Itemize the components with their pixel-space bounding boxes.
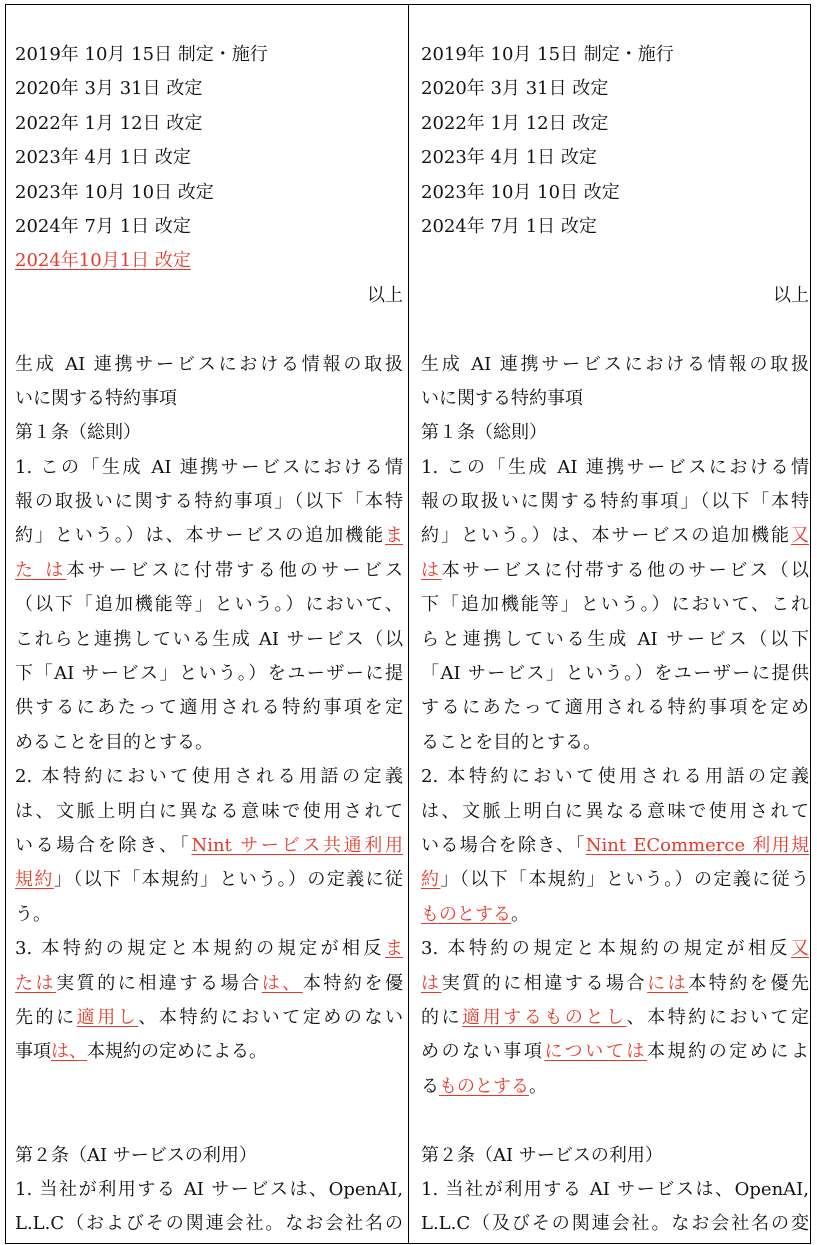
revision-mark: は: [421, 559, 442, 581]
body-line: 3. 本特約の規定と本規約の規定が相反又: [421, 938, 809, 960]
revision-mark: ま: [385, 525, 403, 547]
article-heading: 第２条（AI サービスの利用）: [15, 1144, 257, 1166]
body-line: 1. この「生成 AI 連携サービスにおける情: [421, 456, 809, 478]
body-line: らと連携している生成 AI サービス（以下: [421, 628, 809, 650]
revision-mark: Nint サービス共通利用: [191, 834, 403, 856]
revision-mark: 又: [791, 525, 809, 547]
body-line: う。: [15, 903, 51, 925]
revision-mark: 適用し: [76, 1006, 139, 1028]
revision-mark: ものとする: [439, 1075, 529, 1097]
body-line: は、文脈上明白に異なる意味で使用されて: [15, 800, 403, 822]
revision-mark: 適用するものとし: [462, 1006, 627, 1028]
history-line: 2022年 1月 12日 改定: [421, 112, 609, 134]
history-line: 2024年 7月 1日 改定: [421, 215, 597, 237]
history-line: 2020年 3月 31日 改定: [15, 78, 203, 100]
revision-mark: は、: [261, 972, 303, 994]
revision-mark: 又: [791, 938, 809, 960]
body-line: （以下「追加機能等」という。）において、: [15, 594, 403, 616]
history-line: 2023年 4月 1日 改定: [15, 147, 191, 169]
body-line: これらと連携している生成 AI サービス（以: [15, 628, 403, 650]
right-column: [421, 38, 809, 1242]
body-line: 規約」（以下「本規約」という。）の定義に従: [15, 869, 403, 891]
article-heading: 第２条（AI サービスの利用）: [421, 1144, 663, 1166]
revision-mark: た は: [15, 559, 67, 581]
body-line: するにあたって適用される特約事項を定め: [421, 697, 809, 719]
history-line: 2023年 4月 1日 改定: [421, 147, 597, 169]
comparison-table: [5, 4, 811, 1244]
body-line: は、文脈上明白に異なる意味で使用されて: [421, 800, 809, 822]
body-line: いる場合を除き、「Nint ECommerce 利用規: [421, 834, 809, 856]
body-line: たは実質的に相違する場合は、本特約を優: [15, 972, 403, 994]
body-line: 1. 当社が利用する AI サービスは、OpenAI,: [421, 1178, 809, 1200]
article-heading: 第１条（総則）: [421, 422, 547, 444]
article-heading: 第１条（総則）: [15, 422, 141, 444]
title-line: 生成 AI 連携サービスにおける情報の取扱: [15, 353, 403, 375]
body-line: 3. 本特約の規定と本規約の規定が相反ま: [15, 938, 403, 960]
history-line: 2019年 10月 15日 制定・施行: [15, 44, 268, 65]
revision-mark: には: [647, 972, 689, 994]
history-line: 2019年 10月 15日 制定・施行: [421, 44, 674, 65]
body-line: 約」（以下「本規約」という。）の定義に従う: [421, 869, 809, 891]
body-line: 供するにあたって適用される特約事項を定: [15, 697, 403, 719]
end-mark: 以上: [367, 284, 403, 306]
title-line: 生成 AI 連携サービスにおける情報の取扱: [421, 353, 809, 375]
column-divider: [408, 5, 409, 1243]
body-line: いる場合を除き、「Nint サービス共通利用: [15, 834, 403, 856]
body-line: るものとする。: [421, 1075, 547, 1097]
body-line: た は本サービスに付帯する他のサービス: [15, 559, 403, 581]
revision-mark: 約: [421, 869, 441, 891]
body-line: 下「AI サービス」という。）をユーザーに提: [15, 663, 403, 685]
history-line: 2023年 10月 10日 改定: [421, 181, 620, 203]
body-line: ることを目的とする。: [421, 731, 601, 753]
revision-mark: ものとする: [421, 903, 511, 925]
body-line: は実質的に相違する場合には本特約を優先: [421, 972, 809, 994]
title-line: いに関する特約事項: [15, 387, 177, 409]
revision-mark: たは: [15, 972, 57, 994]
history-line: 2022年 1月 12日 改定: [15, 112, 203, 134]
body-line: 約」という。）は、本サービスの追加機能ま: [15, 525, 403, 547]
body-line: L.L.C（およびその関連会社。なお会社名の: [15, 1213, 403, 1235]
body-line: めることを目的とする。: [15, 731, 213, 753]
body-line: 報の取扱いに関する特約事項」（以下「本特: [15, 491, 403, 513]
body-line: 1. 当社が利用する AI サービスは、OpenAI,: [15, 1178, 403, 1200]
history-line: 2020年 3月 31日 改定: [421, 78, 609, 100]
body-line: 報の取扱いに関する特約事項」（以下「本特: [421, 491, 809, 513]
revision-mark: については: [544, 1041, 647, 1063]
revision-mark: ま: [385, 938, 403, 960]
body-line: 1. この「生成 AI 連携サービスにおける情: [15, 456, 403, 478]
end-mark: 以上: [773, 284, 809, 306]
revision-mark: 規約: [15, 869, 54, 891]
title-line: いに関する特約事項: [421, 387, 583, 409]
body-line: 的に適用するものとし、本特約において定: [421, 1006, 809, 1028]
revision-mark: は: [421, 972, 442, 994]
body-line: 2. 本特約において使用される用語の定義: [15, 766, 403, 788]
body-line: 先的に適用し、本特約において定めのない: [15, 1006, 403, 1028]
body-line: は本サービスに付帯する他のサービス（以: [421, 559, 809, 581]
body-line: L.L.C（及びその関連会社。なお会社名の変: [421, 1213, 809, 1235]
body-line: 事項は、本規約の定めによる。: [15, 1041, 267, 1063]
revision-mark: Nint ECommerce 利用規: [585, 834, 809, 856]
body-line: めのない事項については本規約の定めによ: [421, 1041, 809, 1063]
body-line: 「AI サービス」という。）をユーザーに提供: [421, 663, 809, 685]
revision-mark: 2024年10月1日 改定: [15, 250, 191, 272]
history-line: 2024年 7月 1日 改定: [15, 215, 191, 237]
left-column: [15, 38, 403, 1242]
body-line: ものとする。: [421, 903, 529, 925]
history-line-new: [15, 244, 403, 278]
revision-mark: は、: [51, 1041, 87, 1063]
body-line: 2. 本特約において使用される用語の定義: [421, 766, 809, 788]
body-line: 下「追加機能等」という。）において、これ: [421, 594, 809, 616]
body-line: 約」という。）は、本サービスの追加機能又: [421, 525, 809, 547]
history-line: 2023年 10月 10日 改定: [15, 181, 214, 203]
